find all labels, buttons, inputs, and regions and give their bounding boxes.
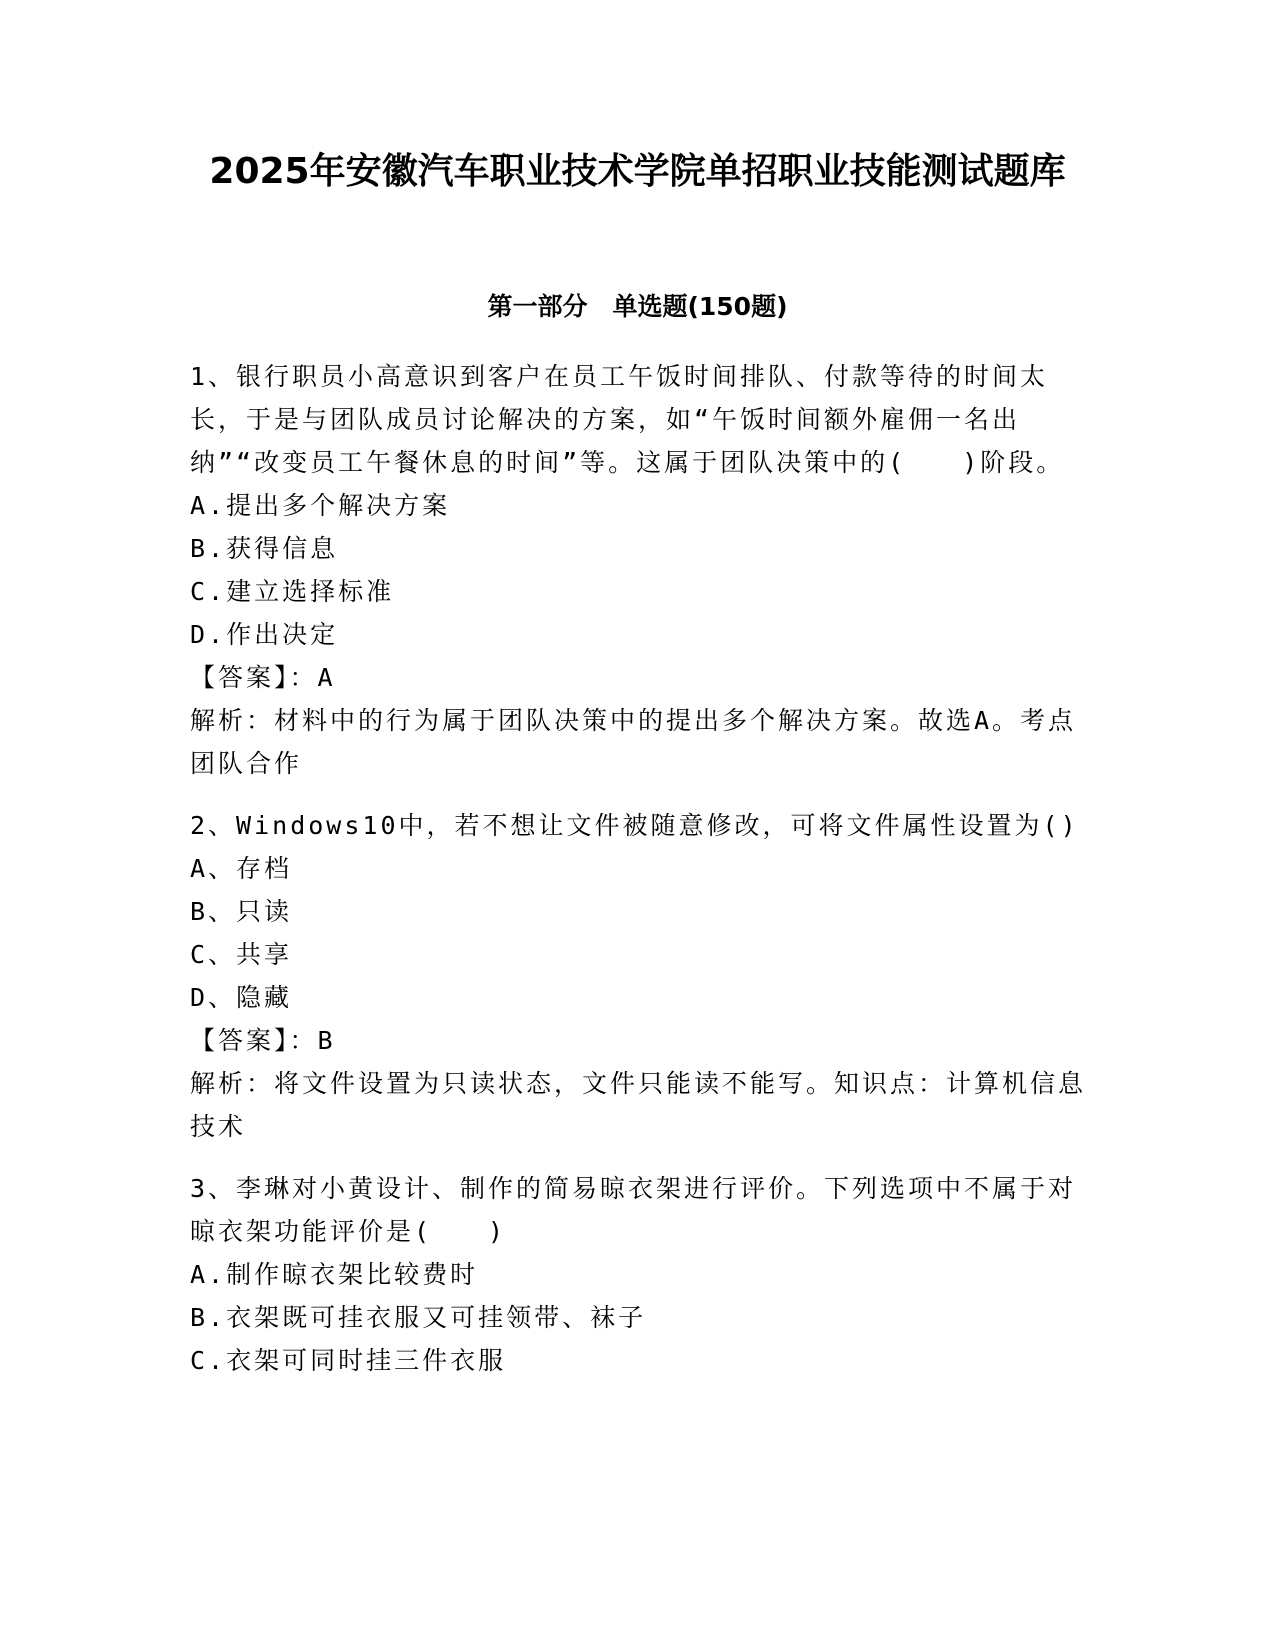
answer-line: 【答案】：B — [190, 1026, 336, 1055]
option-a: A、存档 — [190, 854, 293, 883]
option-b: B.衣架既可挂衣服又可挂领带、袜子 — [190, 1303, 647, 1332]
option-a: A.提出多个解决方案 — [190, 491, 451, 520]
option-b: B.获得信息 — [190, 534, 339, 563]
answer-line: 【答案】：A — [190, 663, 336, 692]
question-item — [190, 355, 1090, 785]
analysis-text: 解析：将文件设置为只读状态，文件只能读不能写。知识点：计算机信息技术 — [190, 1069, 1087, 1141]
question-stem: 2、Windows10中，若不想让文件被随意修改，可将文件属性设置为() — [190, 811, 1079, 840]
option-d: D.作出决定 — [190, 620, 339, 649]
option-b: B、只读 — [190, 897, 293, 926]
analysis-text: 解析：材料中的行为属于团队决策中的提出多个解决方案。故选A。考点团队合作 — [190, 706, 1077, 778]
option-c: C.建立选择标准 — [190, 577, 395, 606]
question-item — [190, 804, 1090, 1148]
option-a: A.制作晾衣架比较费时 — [190, 1260, 479, 1289]
question-item — [190, 1167, 1090, 1382]
option-c: C.衣架可同时挂三件衣服 — [190, 1346, 507, 1375]
document-title: 2025年安徽汽车职业技术学院单招职业技能测试题库 — [209, 151, 1066, 192]
option-d: D、隐藏 — [190, 983, 293, 1012]
option-c: C、共享 — [190, 940, 293, 969]
section-title: 第一部分 单选题(150题) — [487, 292, 788, 321]
question-stem: 1、银行职员小高意识到客户在员工午饭时间排队、付款等待的时间太长，于是与团队成员讨论解决的方案，如“午饭时间额外雇佣一名出纳”“改变员工午餐休息的时间”等。这属于团队决策中的( )阶段。 — [190, 362, 1065, 477]
question-stem: 3、李琳对小黄设计、制作的简易晾衣架进行评价。下列选项中不属于对晾衣架功能评价是( ) — [190, 1174, 1077, 1246]
question-list — [190, 355, 1090, 1401]
